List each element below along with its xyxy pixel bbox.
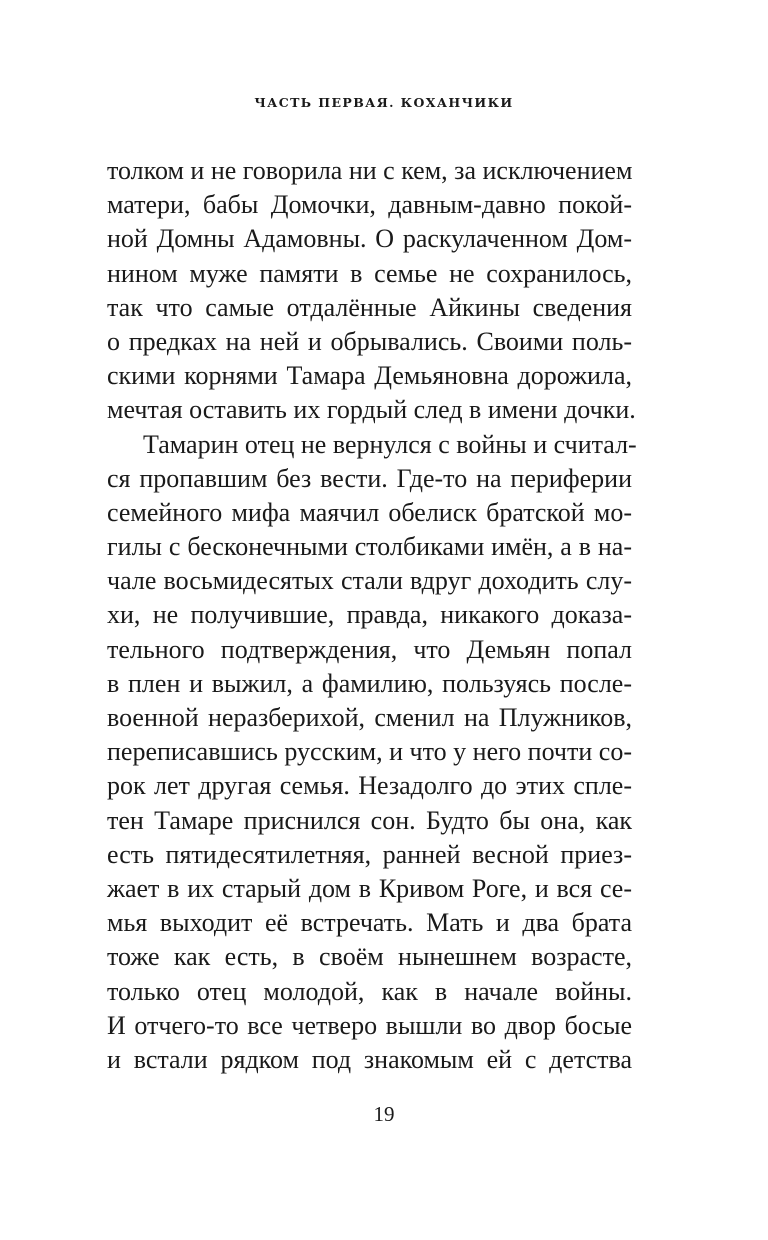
text-line: тен Тамаре приснился сон. Будто бы она, как (107, 805, 632, 835)
text-line: нином муже памяти в семье не сохранилось, (107, 258, 632, 288)
text-line: мечтая оставить их гордый след в имени дочки. (107, 395, 636, 425)
text-line: хи, не получившие, правда, никакого доказа- (107, 600, 632, 630)
text-line: чале восьмидесятых стали вдруг доходить слу- (107, 566, 632, 596)
text-line: так что самые отдалённые Айкины сведения (107, 292, 632, 322)
page-number: 19 (373, 1102, 395, 1126)
paragraph-2 (107, 428, 637, 1078)
text-line: только отец молодой, как в начале войны. (107, 976, 632, 1006)
text-line: и встали рядком под знакомым ей с детства (107, 1044, 632, 1074)
text-line: гилы с бесконечными столбиками имён, а в на- (107, 532, 632, 562)
text-line: в плен и выжил, а фамилию, пользуясь после- (107, 668, 632, 698)
text-line: семейного мифа маячил обелиск братской мо- (107, 497, 632, 527)
text-line: рок лет другая семья. Незадолго до этих спле- (107, 771, 632, 801)
text-line: матери, бабы Домочки, давным-давно покой- (107, 190, 632, 220)
text-line: толком и не говорила ни с кем, за исключением (107, 156, 633, 185)
text-line: И отчего-то все четверо вышли во двор босые (107, 1010, 632, 1040)
text-line: тельного подтверждения, что Демьян попал (107, 634, 632, 664)
text-line: есть пятидесятилетняя, ранней весной приез- (107, 839, 632, 869)
text-line: Тамарин отец не вернулся с войны и считал- (143, 429, 637, 459)
text-line: ной Домны Адамовны. О раскулаченном Дом- (107, 224, 632, 254)
text-line: ся пропавшим без вести. Где-то на периферии (107, 463, 632, 493)
text-line: скими корнями Тамара Демьяновна дорожила, (107, 361, 632, 391)
text-line: военной неразберихой, сменил на Плужников, (107, 703, 632, 732)
text-line: о предках на ней и обрывались. Своими поль- (107, 326, 632, 356)
body-text (107, 154, 637, 1077)
paragraph-1 (107, 154, 636, 428)
text-line: жает в их старый дом в Кривом Роге, и вся се- (107, 873, 632, 903)
text-line: тоже как есть, в своём нынешнем возрасте, (107, 942, 632, 972)
text-line: переписавшись русским, и что у него почти со- (107, 737, 632, 767)
running-header: ЧАСТЬ ПЕРВАЯ. КОХАНЧИКИ (254, 95, 514, 110)
text-line: мья выходит её встречать. Мать и два брата (107, 908, 632, 938)
